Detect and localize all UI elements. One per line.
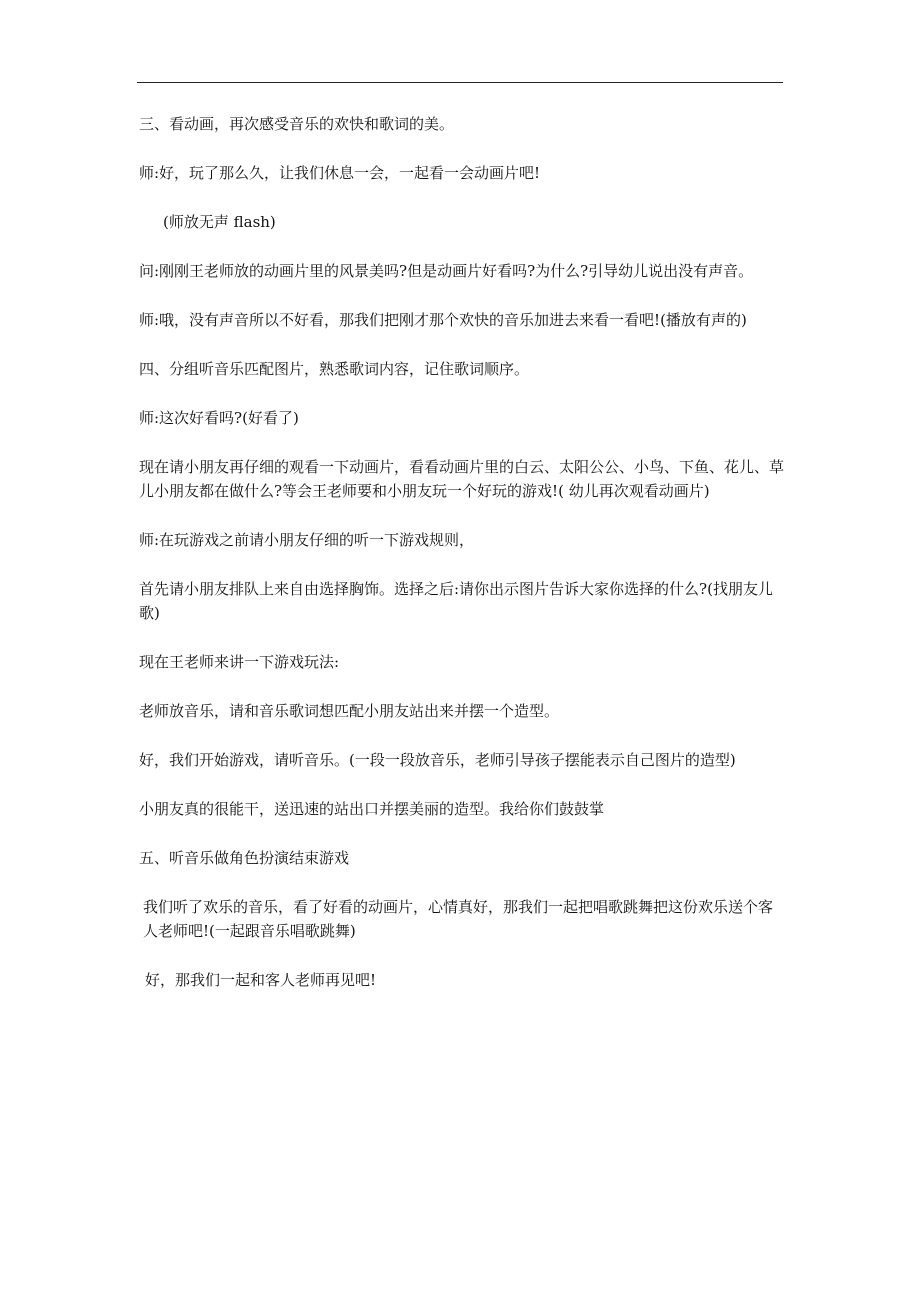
paragraph: 现在王老师来讲一下游戏玩法:	[139, 653, 340, 671]
paragraph: 好，那我们一起和客人老师再见吧!	[145, 971, 377, 989]
section-heading-4: 四、分组听音乐匹配图片，熟悉歌词内容，记住歌词顺序。	[139, 360, 530, 378]
paragraph: 师:这次好看吗?(好看了)	[139, 409, 299, 427]
paragraph: 首先请小朋友排队上来自由选择胸饰。选择之后:请你出示图片告诉大家你选择的什么?(找朋友儿歌)	[139, 580, 773, 622]
paragraph: 我们听了欢乐的音乐，看了好看的动画片，心情真好，那我们一起把唱歌跳舞把这份欢乐送个客人老师吧!(一起跟音乐唱歌跳舞)	[143, 898, 774, 940]
paragraph: 老师放音乐，请和音乐歌词想匹配小朋友站出来并摆一个造型。	[139, 702, 560, 720]
header-rule	[137, 82, 783, 83]
paragraph: 师:好，玩了那么久，让我们休息一会，一起看一会动画片吧!	[139, 164, 541, 182]
section-heading-5: 五、听音乐做角色扮演结束游戏	[139, 849, 350, 867]
paragraph: 师:哦，没有声音所以不好看，那我们把刚才那个欢快的音乐加进去来看一看吧!(播放有声的)	[139, 311, 747, 329]
document-body	[139, 112, 785, 1017]
section-heading-3: 三、看动画，再次感受音乐的欢快和歌词的美。	[139, 115, 455, 133]
paragraph: 小朋友真的很能干，送迅速的站出口并摆美丽的造型。我给你们鼓鼓掌	[139, 800, 605, 818]
paragraph: 好，我们开始游戏，请听音乐。(一段一段放音乐，老师引导孩子摆能表示自己图片的造型)	[139, 751, 736, 769]
paragraph: 师:在玩游戏之前请小朋友仔细的听一下游戏规则，	[139, 531, 475, 549]
paragraph: 问:刚刚王老师放的动画片里的风景美吗?但是动画片好看吗?为什么?引导幼儿说出没有声音。	[139, 262, 754, 280]
paragraph: (师放无声 flash)	[163, 213, 276, 231]
paragraph: 现在请小朋友再仔细的观看一下动画片，看看动画片里的白云、太阳公公、小鸟、下鱼、花儿、草儿小朋友都在做什么?等会王老师要和小朋友玩一个好玩的游戏!( 幼儿再次观看动画片)	[139, 458, 785, 500]
